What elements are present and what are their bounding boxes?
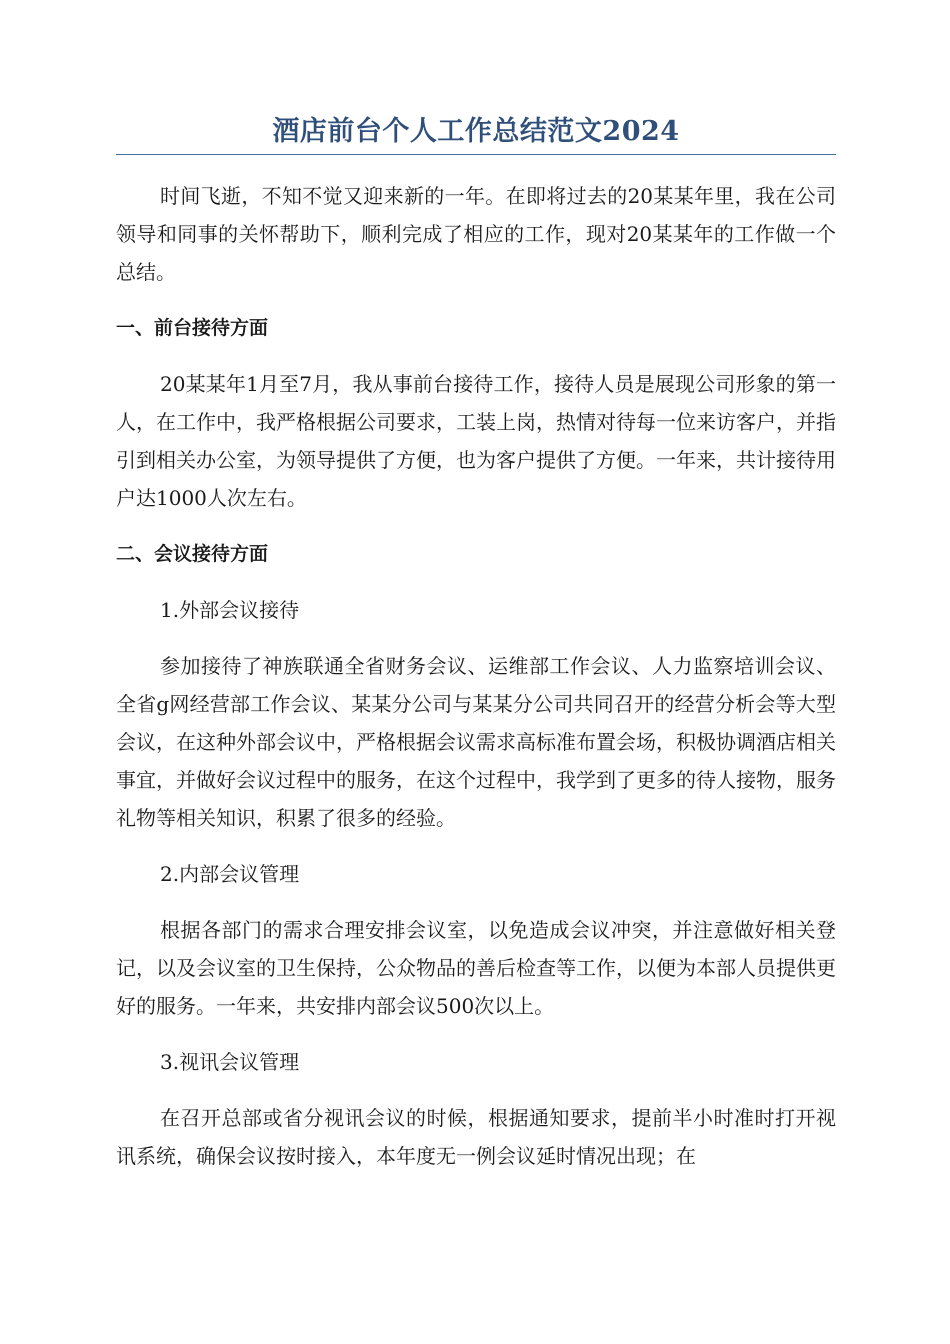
subsection-paragraph: 参加接待了神族联通全省财务会议、运维部工作会议、人力监察培训会议、全省g网经营部工作会议、某某分公司与某某分公司共同召开的经营分析会等大型会议，在这种外部会议中，严格根据会议需求高标准布置会场，积极协调酒店相关事宜，并做好会议过程中的服务，在这个过程中，我学到了更多的待人接物，服务礼物等相关知识，积累了很多的经验。: [116, 654, 836, 830]
section-heading: 一、前台接待方面: [116, 317, 269, 339]
document-page: [116, 112, 836, 1175]
subsection-heading: 3.视讯会议管理: [160, 1050, 300, 1074]
intro-paragraph: 时间飞逝，不知不觉又迎来新的一年。在即将过去的20某某年里，我在公司领导和同事的关怀帮助下，顺利完成了相应的工作，现对20某某年的工作做一个总结。: [116, 184, 836, 284]
subsection-paragraph: 在召开总部或省分视讯会议的时候，根据通知要求，提前半小时准时打开视讯系统，确保会议按时接入，本年度无一例会议延时情况出现；在: [116, 1106, 836, 1168]
subsection-heading: 1.外部会议接待: [160, 598, 300, 622]
section-heading: 二、会议接待方面: [116, 543, 269, 565]
subsection-heading: 2.内部会议管理: [160, 862, 300, 886]
document-body: [116, 177, 836, 1175]
subsection-paragraph: 根据各部门的需求合理安排会议室，以免造成会议冲突，并注意做好相关登记，以及会议室的卫生保持，公众物品的善后检查等工作，以便为本部人员提供更好的服务。一年来，共安排内部会议500次以上。: [116, 918, 836, 1018]
document-title: 酒店前台个人工作总结范文2024: [116, 112, 836, 155]
section-paragraph: 20某某年1月至7月，我从事前台接待工作，接待人员是展现公司形象的第一人，在工作中，我严格根据公司要求，工装上岗，热情对待每一位来访客户，并指引到相关办公室，为领导提供了方便，也为客户提供了方便。一年来，共计接待用户达1000人次左右。: [116, 372, 836, 510]
